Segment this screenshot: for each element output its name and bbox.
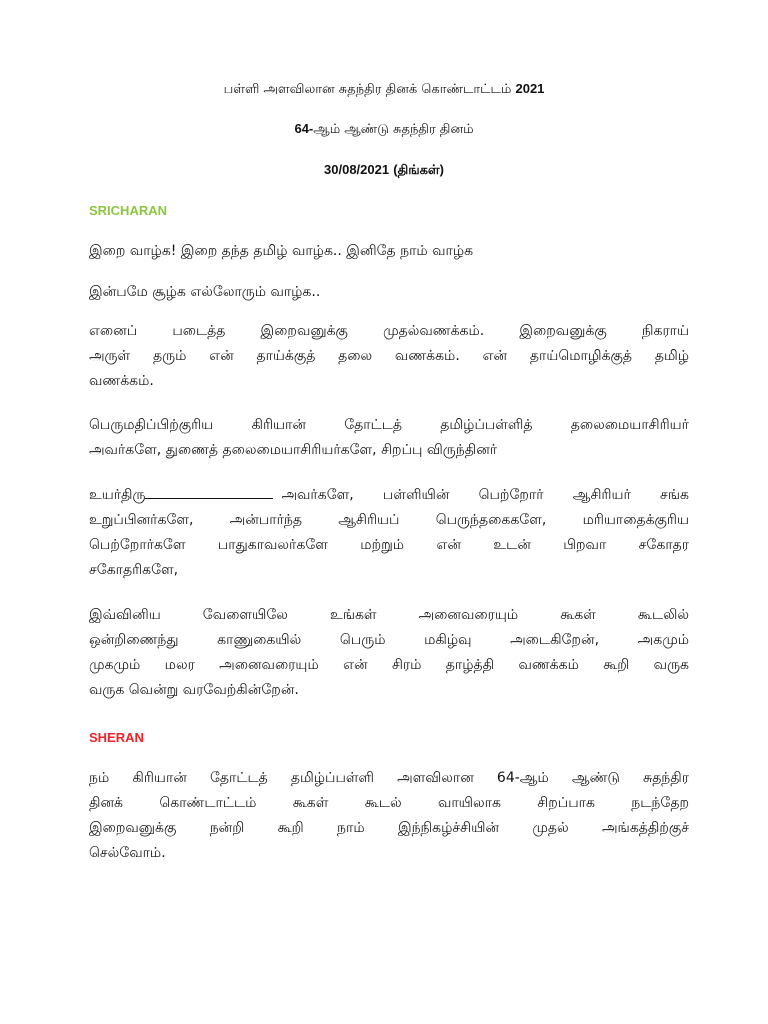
paragraph-reception xyxy=(89,603,689,703)
text-line: சகோதரிகளே, xyxy=(89,562,179,578)
text-line: தினக் கொண்டாட்டம் கூகள் கூடல் வாயிலாக சிறப்பாக நடந்தேற xyxy=(89,795,689,811)
speaker-label-sricharan: SRICHARAN xyxy=(89,203,167,218)
paragraph-program-intro xyxy=(89,766,689,866)
paragraph-welcome xyxy=(89,319,689,394)
text-line: ஒன்றிணைந்து காணுகையில் பெரும் மகிழ்வு அடைகிறேன், அகமும் xyxy=(89,632,689,648)
document-date xyxy=(0,162,768,179)
text-line: உறுப்பினர்களே, அன்பார்ந்த ஆசிரியப் பெருந்தகைகளே, மரியாதைக்குரிய xyxy=(89,512,689,528)
text-line: இவ்வினிய வேளையிலே உங்கள் அனைவரையும் கூகள் கூடலில் xyxy=(89,607,689,623)
greeting-line-1: இறை வாழ்க! இறை தந்த தமிழ் வாழ்க.. இனிதே நாம் வாழ்க xyxy=(89,243,474,259)
greeting-line-2: இன்பமே சூழ்க எல்லோரும் வாழ்க.. xyxy=(89,284,321,300)
paragraph-guests xyxy=(89,483,689,583)
document-subtitle xyxy=(0,121,768,138)
text-line: செல்வோம். xyxy=(89,845,166,861)
day-text: (திங்கள்) xyxy=(393,162,444,177)
text-line: அருள் தரும் என் தாய்க்குத் தலை வணக்கம். என் தாய்மொழிக்குத் தமிழ் xyxy=(89,348,689,364)
guest-name-blank xyxy=(145,485,273,499)
text-line: பெருமதிப்பிற்குரிய கிரியான் தோட்டத் தமிழ்ப்பள்ளித் தலைமையாசிரியர் xyxy=(89,417,689,433)
speaker-label-sheran: SHERAN xyxy=(89,730,144,745)
subtitle-text: ஆம் ஆண்டு சுதந்திர தினம் xyxy=(313,122,474,137)
text-fragment: அவர்களே, பள்ளியின் பெற்றோர் ஆசிரியர் சங்க xyxy=(281,487,689,503)
text-line: எனைப் படைத்த இறைவனுக்கு முதல்வணக்கம். இறைவனுக்கு நிகராய் xyxy=(89,323,689,339)
subtitle-number: 64- xyxy=(294,121,314,136)
date-text: 30/08/2021 xyxy=(324,162,390,177)
document-title xyxy=(0,81,768,98)
honorific-prefix: உயர்திரு xyxy=(89,487,146,503)
text-line: வருக வென்று வரவேற்கின்றேன். xyxy=(89,682,299,698)
text-line: வணக்கம். xyxy=(89,373,154,389)
text-line: இறைவனுக்கு நன்றி கூறி நாம் இந்நிகழ்ச்சியின் முதல் அங்கத்திற்குச் xyxy=(89,820,689,836)
title-text: பள்ளி அளவிலான சுதந்திர தினக் கொண்டாட்டம் xyxy=(223,82,512,97)
title-year: 2021 xyxy=(515,81,545,96)
text-line xyxy=(89,483,689,508)
text-line: அவர்களே, துணைத் தலைமையாசிரியர்களே, சிறப்பு விருந்தினர் xyxy=(89,442,498,458)
text-line: நம் கிரியான் தோட்டத் தமிழ்ப்பள்ளி அளவிலான 64-ஆம் ஆண்டு சுதந்திர xyxy=(89,770,689,786)
paragraph-honorifics xyxy=(89,413,689,463)
text-line: பெற்றோர்களே பாதுகாவலர்களே மற்றும் என் உடன் பிறவா சகோதர xyxy=(89,537,689,553)
text-line: முகமும் மலர அனைவரையும் என் சிரம் தாழ்த்தி வணக்கம் கூறி வருக xyxy=(89,657,689,673)
